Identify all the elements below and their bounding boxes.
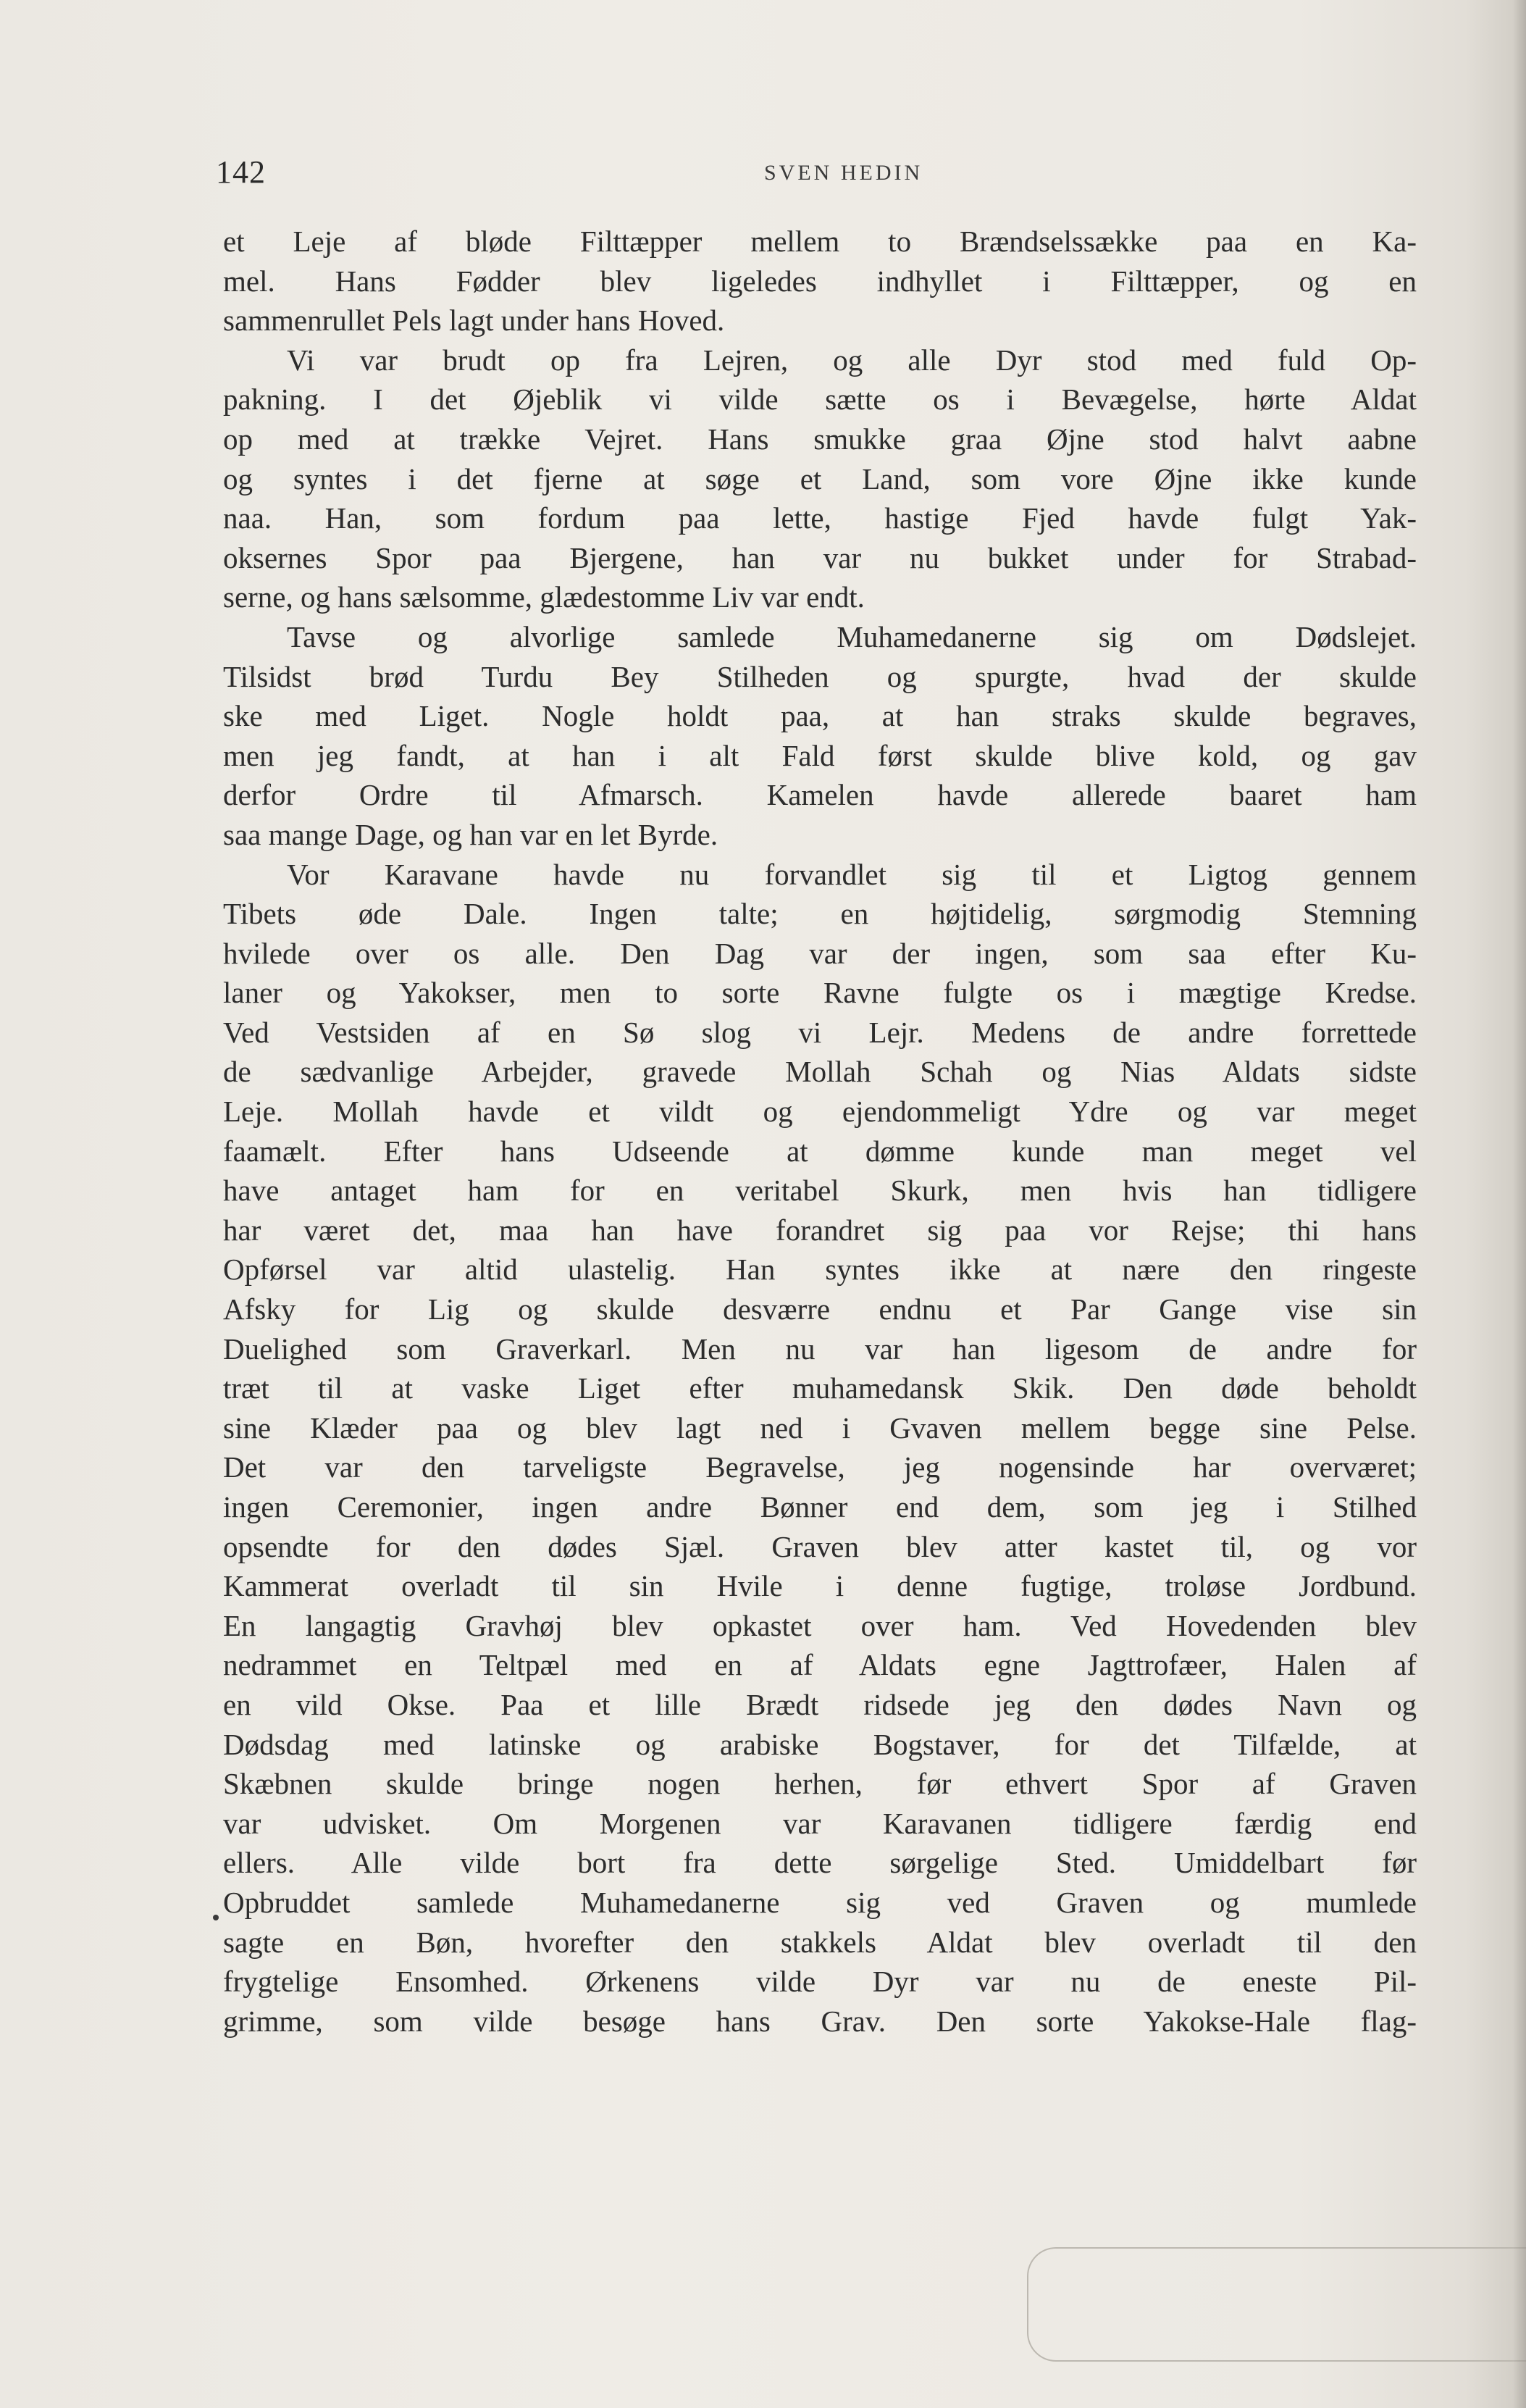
text-line: Kammerat overladt til sin Hvile i denne fugtige, troløse Jordbund. (223, 1569, 1417, 1603)
text-line: sagte en Bøn, hvorefter den stakkels Aldat blev overladt til den (223, 1925, 1417, 1959)
text-line: hvilede over os alle. Den Dag var der ingen, som saa efter Ku- (223, 936, 1417, 970)
faint-stamp-outline (1027, 2247, 1526, 2362)
page-edge-shadow (1513, 0, 1526, 2408)
text-line: ingen Ceremonier, ingen andre Bønner end dem, som jeg i Stilhed (223, 1490, 1417, 1523)
text-line: ske med Liget. Nogle holdt paa, at han straks skulde begraves, (223, 699, 1417, 733)
text-line: en vild Okse. Paa et lille Brædt ridsede jeg den dødes Navn og (223, 1687, 1417, 1721)
text-line: de sædvanlige Arbejder, gravede Mollah Schah og Nias Aldats sidste (223, 1055, 1417, 1089)
text-line: grimme, som vilde besøge hans Grav. Den sorte Yakokse-Hale flag- (223, 2004, 1417, 2038)
text-line: faamælt. Efter hans Udseende at dømme kunde man meget vel (223, 1134, 1417, 1168)
text-line: mel. Hans Fødder blev ligeledes indhyllet i Filttæpper, og en (223, 264, 1417, 298)
text-line: serne, og hans sælsomme, glædestomme Liv var endt. (223, 580, 865, 614)
text-line: men jeg fandt, at han i alt Fald først skulde blive kold, og gav (223, 738, 1417, 772)
text-line: oksernes Spor paa Bjergene, han var nu bukket under for Strabad- (223, 540, 1417, 574)
running-head: SVEN HEDIN (764, 161, 923, 185)
margin-mark (213, 1915, 219, 1920)
text-line: et Leje af bløde Filttæpper mellem to Brændselssække paa en Ka- (223, 225, 1417, 258)
text-line: pakning. I det Øjeblik vi vilde sætte os i Bevægelse, hørte Aldat (223, 382, 1417, 417)
text-line: Tilsidst brød Turdu Bey Stilheden og spurgte, hvad der skulde (223, 659, 1417, 693)
text-line: Tavse og alvorlige samlede Muhamedanerne sig om Dødslejet. (287, 619, 1417, 653)
text-line: Det var den tarveligste Begravelse, jeg nogensinde har overværet; (223, 1450, 1417, 1484)
text-line: frygtelige Ensomhed. Ørkenens vilde Dyr var nu de eneste Pil- (223, 1965, 1417, 1999)
page-number: 142 (216, 154, 266, 190)
text-line: Opførsel var altid ulastelig. Han syntes ikke at nære den ringeste (223, 1253, 1417, 1287)
body-text (223, 222, 1417, 2041)
text-line: Ved Vestsiden af en Sø slog vi Lejr. Medens de andre forrettede (223, 1015, 1417, 1049)
text-line: træt til at vaske Liget efter muhamedansk Skik. Den døde beholdt (223, 1371, 1417, 1405)
text-line: En langagtig Gravhøj blev opkastet over ham. Ved Hovedenden blev (223, 1608, 1417, 1642)
text-line: sammenrullet Pels lagt under hans Hoved. (223, 304, 725, 338)
text-line: Duelighed som Graverkarl. Men nu var han ligesom de andre for (223, 1331, 1417, 1366)
text-line: har været det, maa han have forandret sig paa vor Rejse; thi hans (223, 1213, 1417, 1247)
text-line: ellers. Alle vilde bort fra dette sørgelige Sted. Umiddelbart før (223, 1846, 1417, 1880)
text-line: derfor Ordre til Afmarsch. Kamelen havde allerede baaret ham (223, 778, 1417, 812)
text-line: Leje. Mollah havde et vildt og ejendommeligt Ydre og var meget (223, 1095, 1417, 1129)
text-line: opsendte for den dødes Sjæl. Graven blev atter kastet til, og vor (223, 1529, 1417, 1563)
text-line: laner og Yakokser, men to sorte Ravne fulgte os i mægtige Kredse. (223, 976, 1417, 1010)
text-line: var udvisket. Om Morgenen var Karavanen tidligere færdig end (223, 1806, 1417, 1840)
text-line: Tibets øde Dale. Ingen talte; en højtidelig, sørgmodig Stemning (223, 897, 1417, 931)
text-line: Afsky for Lig og skulde desværre endnu et Par Gange vise sin (223, 1292, 1417, 1326)
text-line: Vi var brudt op fra Lejren, og alle Dyr stod med fuld Op- (287, 343, 1417, 377)
text-line: og syntes i det fjerne at søge et Land, som vore Øjne ikke kunde (223, 461, 1417, 496)
text-line: sine Klæder paa og blev lagt ned i Gvaven mellem begge sine Pelse. (223, 1410, 1417, 1445)
text-line: nedrammet en Teltpæl med en af Aldats egne Jagttrofæer, Halen af (223, 1648, 1417, 1682)
text-line: have antaget ham for en veritabel Skurk, men hvis han tidligere (223, 1174, 1417, 1208)
text-line: Skæbnen skulde bringe nogen herhen, før ethvert Spor af Graven (223, 1767, 1417, 1801)
text-line: op med at trække Vejret. Hans smukke graa Øjne stod halvt aabne (223, 422, 1417, 456)
text-line: Vor Karavane havde nu forvandlet sig til et Ligtog gennem (287, 857, 1417, 891)
text-line: saa mange Dage, og han var en let Byrde. (223, 817, 718, 851)
text-line: naa. Han, som fordum paa lette, hastige Fjed havde fulgt Yak- (223, 501, 1417, 535)
text-line: Opbruddet samlede Muhamedanerne sig ved Graven og mumlede (223, 1885, 1417, 1919)
text-line: Dødsdag med latinske og arabiske Bogstaver, for det Tilfælde, at (223, 1727, 1417, 1761)
